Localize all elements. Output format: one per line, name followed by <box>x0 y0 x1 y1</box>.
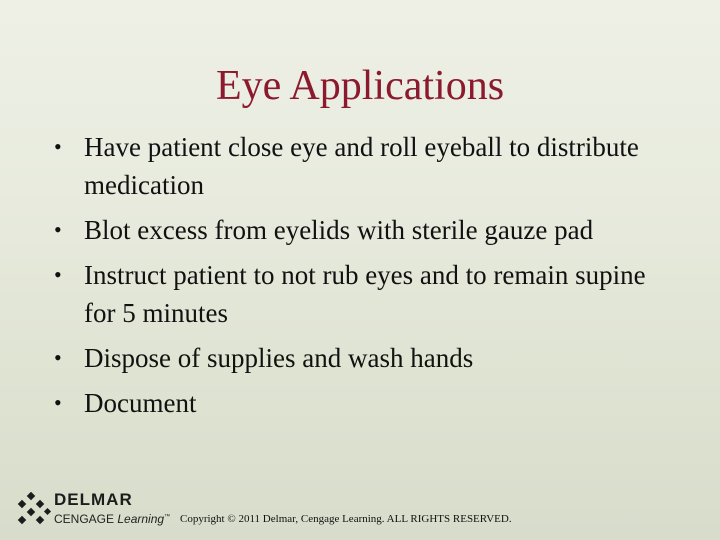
bullet-marker: • <box>54 217 62 242</box>
bullet-marker: • <box>54 345 62 370</box>
bullet-marker: • <box>54 262 62 287</box>
logo-mark-icon <box>14 492 54 528</box>
bullet-item <box>54 384 674 422</box>
copyright-notice: Copyright © 2011 Delmar, Cengage Learning. ALL RIGHTS RESERVED. <box>180 513 512 525</box>
logo-delmar-text: DELMAR <box>54 490 133 509</box>
bullet-item <box>54 128 674 204</box>
bullet-marker: • <box>54 390 62 415</box>
logo-cengage-text <box>54 510 170 526</box>
bullet-item <box>54 256 674 332</box>
bullet-text: Blot excess from eyelids with sterile gauze pad <box>84 215 594 245</box>
bullet-text: Instruct patient to not rub eyes and to remain supine for 5 minutes <box>84 260 646 328</box>
bullet-item <box>54 211 674 249</box>
bullet-item <box>54 339 674 377</box>
bullet-text: Document <box>84 388 197 418</box>
bullet-marker: • <box>54 134 62 159</box>
delmar-cengage-logo <box>10 490 180 530</box>
logo-learning-word: Learning <box>117 512 165 526</box>
logo-cengage-word: CENGAGE <box>54 512 115 526</box>
bullet-list <box>54 128 674 429</box>
bullet-text: Have patient close eye and roll eyeball to distribute medication <box>84 132 639 200</box>
logo-trademark: ™ <box>164 514 171 520</box>
slide-title: Eye Applications <box>215 63 505 109</box>
bullet-text: Dispose of supplies and wash hands <box>84 343 474 373</box>
